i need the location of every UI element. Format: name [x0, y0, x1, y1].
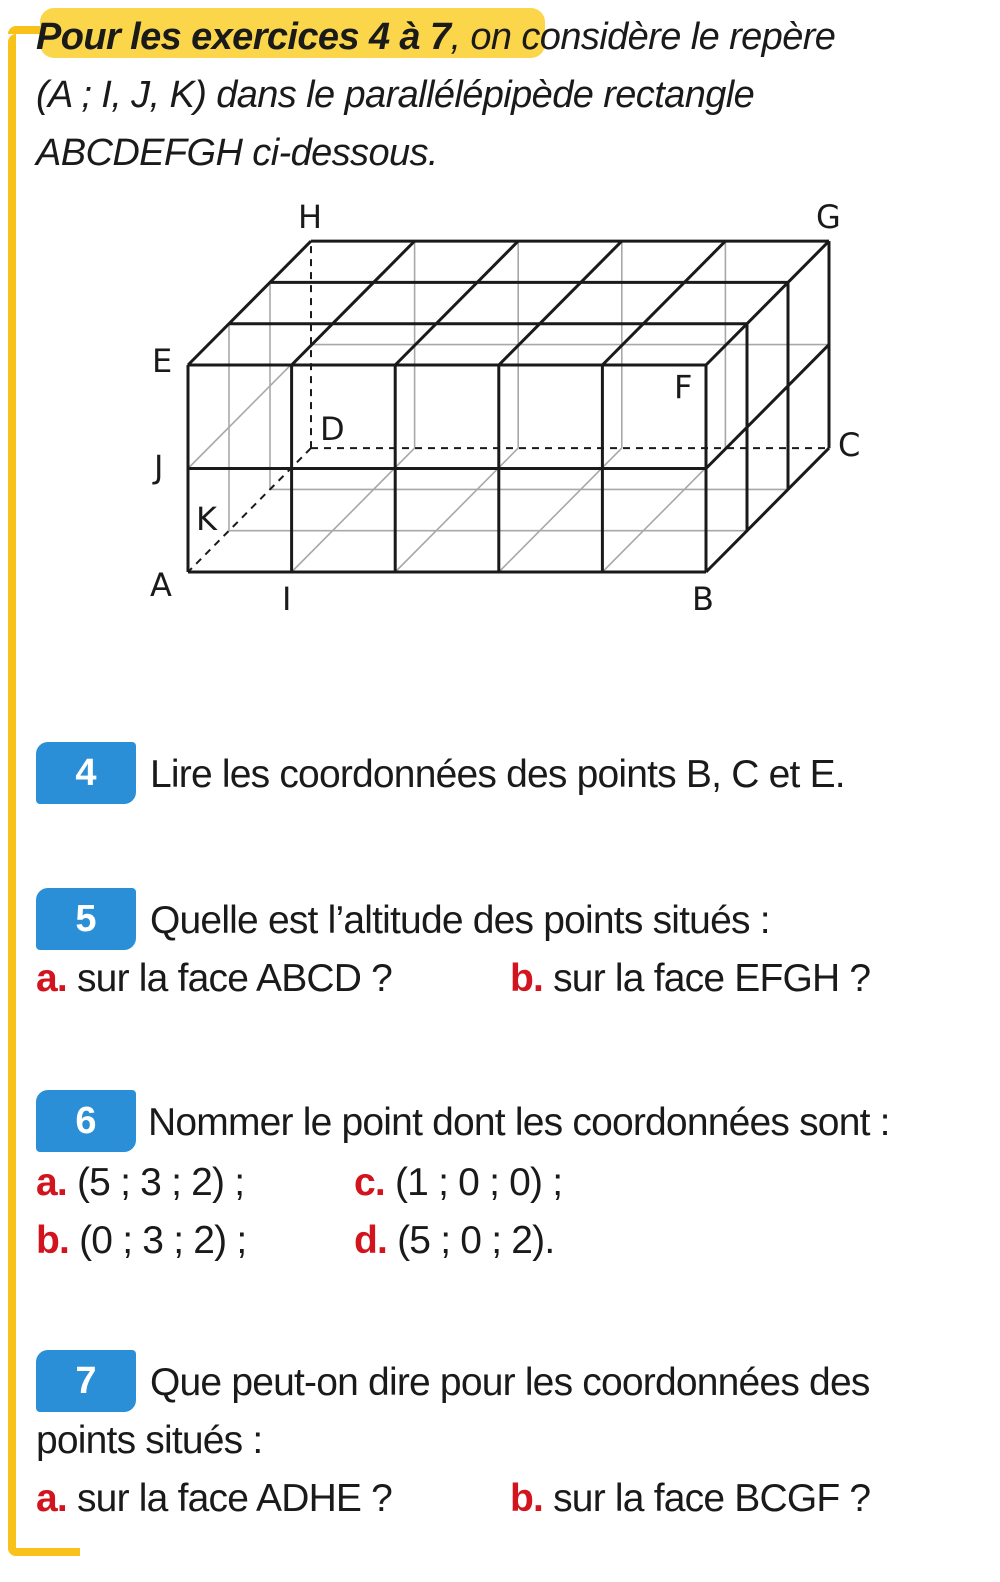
exercise-statement: Nommer le point dont les coordonnées sont :: [148, 1101, 890, 1144]
label-K: K: [196, 500, 217, 538]
exercise-badge: 7: [36, 1350, 136, 1412]
item-label: c.: [354, 1161, 385, 1204]
intro-bold: Pour les exercices 4 à 7: [36, 16, 451, 58]
exercise-statement-line1: Que peut-on dire pour les coordonnées des: [150, 1361, 870, 1404]
item-b: [36, 1212, 246, 1270]
item-text: sur la face ADHE ?: [76, 1477, 393, 1520]
label-D: D: [320, 410, 345, 448]
item-text: sur la face EFGH ?: [553, 957, 871, 1000]
frame-left-border: [8, 34, 16, 1556]
exercise-badge: 6: [36, 1090, 136, 1152]
top-grid-line: [602, 241, 725, 365]
item-label: b.: [36, 1219, 70, 1262]
edge-EH: [188, 241, 311, 365]
intro-line3: ABCDEFGH ci-dessous.: [36, 132, 438, 174]
frame-bottom-border: [8, 1548, 80, 1556]
item-label: a.: [36, 1161, 67, 1204]
label-E: E: [152, 342, 173, 380]
item-text: sur la face BCGF ?: [553, 1477, 871, 1520]
intro-line1: , on considère le repère: [450, 16, 836, 58]
exercise-statement: Lire les coordonnées des points B, C et E.: [150, 753, 845, 796]
label-A: A: [150, 566, 172, 604]
item-label: a.: [36, 957, 67, 1000]
label-G: G: [816, 198, 841, 236]
figure-labels: [150, 198, 860, 618]
item-text: (5 ; 3 ; 2) ;: [76, 1161, 245, 1204]
top-grid-line: [499, 241, 622, 365]
label-F: F: [674, 368, 693, 406]
item-label: b.: [510, 1477, 544, 1520]
top-grid-line: [395, 241, 518, 365]
item-a: [36, 1470, 392, 1528]
edge-BC: [706, 448, 829, 572]
label-C: C: [838, 426, 861, 464]
item-label: a.: [36, 1477, 67, 1520]
label-H: H: [298, 198, 323, 236]
label-I: I: [282, 580, 292, 618]
intro-text: [36, 8, 976, 182]
right-grid-line: [706, 345, 829, 469]
item-d: [354, 1212, 554, 1270]
item-c: [354, 1154, 562, 1212]
exercise-statement-line2: points situés :: [36, 1419, 263, 1462]
figure-grid-lines: [188, 241, 829, 572]
item-a: [36, 950, 392, 1008]
edge-FG: [706, 241, 829, 365]
item-text: sur la face ABCD ?: [76, 957, 393, 1000]
exercise-badge: 5: [36, 888, 136, 950]
exercise-badge: 4: [36, 742, 136, 804]
exercise-statement: Quelle est l’altitude des points situés :: [150, 899, 770, 942]
item-label: b.: [510, 957, 544, 1000]
item-label: d.: [354, 1219, 388, 1262]
intro-line2: (A ; I, J, K) dans le parallélépipède rectangle: [36, 74, 755, 116]
item-text: (5 ; 0 ; 2).: [397, 1219, 555, 1262]
label-B: B: [692, 580, 714, 618]
parallelepiped-figure: [130, 190, 890, 640]
item-b: [510, 1470, 870, 1528]
item-text: (1 ; 0 ; 0) ;: [394, 1161, 563, 1204]
item-a: [36, 1154, 244, 1212]
item-b: [510, 950, 870, 1008]
item-text: (0 ; 3 ; 2) ;: [79, 1219, 247, 1262]
label-J: J: [154, 448, 164, 486]
